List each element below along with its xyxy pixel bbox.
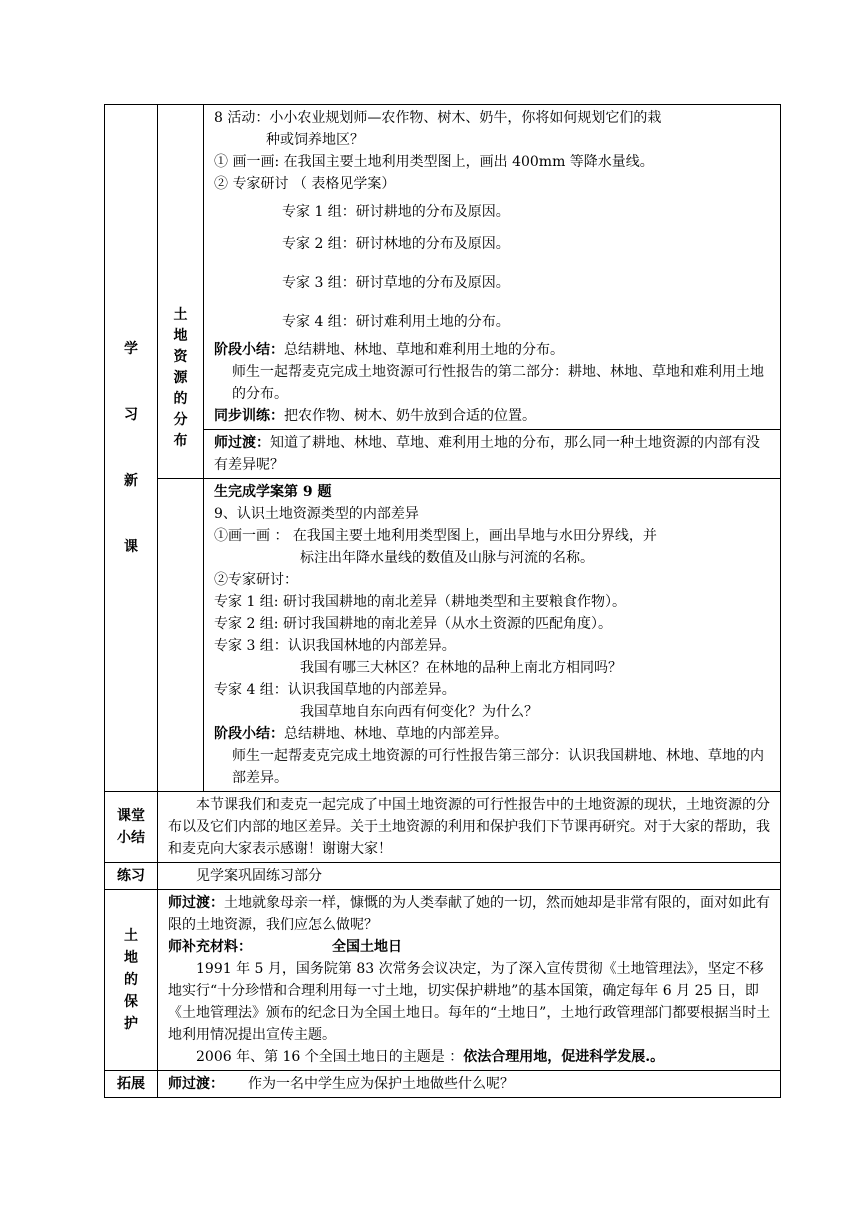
material-text: 1991 年 5 月，国务院第 83 次常务会议决定，为了深入宣传贯彻《土地管理法》，坚定不移地实行“十分珍惜和合理利用每一寸土地，切实保护耕地”的基本国策，确定每年 6 月 25 日，即《土地管理法》颁布的纪念日为全国土地日。每年的“土地日”，土地行政管理部门都要根据当时土地利用情况提出宣传主题。 (168, 961, 771, 1043)
class-summary-cell (158, 792, 781, 863)
activity-8-group4: 专家 4 组：研讨难利用土地的分布。 (282, 314, 510, 330)
transition-text: 土地就象母亲一样，慷慨的为人类奉献了她的一切，然而她却是非常有限的，面对如此有限的土地资源，我们应怎么做呢？ (168, 895, 770, 933)
section-label-land-distribution (158, 105, 204, 479)
activity-9-cell (204, 479, 781, 792)
transition-text: 知道了耕地、林地、草地、难利用土地的分布，那么同一种土地资源的内部有没有差异呢？ (214, 435, 760, 473)
activity-8-practice (214, 405, 772, 427)
row-activity-9 (105, 479, 781, 792)
activity-9-group3-question: 我国有哪三大林区？在林地的品种上南北方相同吗？ (300, 660, 622, 676)
label-char: 源 (173, 370, 188, 386)
activity-9-expert: ②专家研讨： (214, 572, 298, 588)
extension-line (168, 1073, 772, 1095)
transition-label: 师过渡： (168, 895, 224, 911)
summary-label: 阶段小结： (214, 726, 284, 742)
label-char: 布 (173, 433, 188, 449)
theme-text: 依法合理用地，促进科学发展.。 (463, 1049, 665, 1065)
summary-text: 总结耕地、林地、草地和难利用土地的分布。 (284, 342, 564, 358)
label-char: 护 (124, 1016, 138, 1032)
protect-transition (168, 892, 772, 936)
section-label-extension: 拓展 (105, 1071, 158, 1098)
activity-8-summary (214, 339, 772, 361)
label-char: 的 (124, 972, 138, 988)
section-label-learn-new (105, 105, 158, 792)
summary-text: 总结耕地、林地、草地的内部差异。 (284, 726, 508, 742)
activity-8-group2: 专家 2 组：研讨林地的分布及原因。 (282, 236, 510, 252)
section-label-class-summary (105, 792, 158, 863)
activity-9-heading: 生完成学案第 9 题 (214, 484, 332, 500)
label-char: 新 (124, 473, 138, 489)
label-char: 分 (173, 412, 188, 428)
label-char: 学 (124, 341, 138, 357)
row-extension (105, 1071, 781, 1098)
transition-text-block (214, 432, 772, 476)
section-label-practice: 练习 (105, 863, 158, 890)
label-char: 资 (173, 349, 188, 365)
activity-8-report (214, 361, 772, 405)
section-label-land-protection (105, 890, 158, 1071)
transition-label: 师过渡： (214, 435, 270, 451)
material-label: 师补充材料： (168, 939, 252, 955)
activity-9-report (214, 745, 772, 789)
extension-text: 作为一名中学生应为保护土地做些什么呢？ (248, 1076, 514, 1092)
transition-cell (204, 430, 781, 479)
label-char: 的 (173, 391, 188, 407)
practice-text: 见学案巩固练习部分 (196, 868, 322, 884)
label-line: 课堂 (117, 808, 145, 824)
theme-line (168, 1046, 772, 1068)
label-char: 土 (124, 928, 138, 944)
report-text: 师生一起帮麦克完成土地资源的可行性报告第三部分：认识我国耕地、林地、草地的内部差异。 (232, 748, 764, 786)
label-char: 保 (124, 994, 138, 1010)
label-char: 地 (124, 950, 138, 966)
label-char: 课 (124, 539, 138, 555)
activity-8-title-cont: 种或饲养地区？ (266, 132, 364, 148)
activity-9-draw-cont: 标注出年降水量线的数值及山脉与河流的名称。 (300, 550, 594, 566)
label-line: 小结 (117, 830, 145, 846)
row-activity-8 (105, 105, 781, 430)
extension-cell (158, 1071, 781, 1098)
transition-label: 师过渡： (168, 1076, 224, 1092)
row-land-protection (105, 890, 781, 1071)
lesson-plan-table (104, 104, 781, 1098)
activity-8-draw: ① 画一画: 在我国主要土地利用类型图上，画出 400mm 等降水量线。 (214, 154, 654, 170)
summary-label: 阶段小结： (214, 342, 284, 358)
material-heading (168, 936, 772, 958)
activity-8-group3: 专家 3 组：研讨草地的分布及原因。 (282, 275, 510, 291)
practice-text: 把农作物、树木、奶牛放到合适的位置。 (284, 408, 536, 424)
activity-9-group3: 专家 3 组：认识我国林地的内部差异。 (214, 638, 456, 654)
activity-9-summary (214, 723, 772, 745)
label-char: 地 (173, 328, 188, 344)
report-text: 师生一起帮麦克完成土地资源可行性报告的第二部分：耕地、林地、草地和难利用土地的分布。 (232, 364, 764, 402)
empty-sub-label (158, 479, 204, 792)
label-char: 土 (173, 307, 188, 323)
class-summary-text: 本节课我们和麦克一起完成了中国土地资源的可行性报告中的土地资源的现状，土地资源的分布以及它们内部的地区差异。关于土地资源的利用和保护我们下节课再研究。对于大家的帮助，我和麦克向大家表示感谢！谢谢大家！ (168, 797, 770, 857)
activity-9-group4-question: 我国草地自东向西有何变化？为什么？ (300, 704, 538, 720)
row-class-summary (105, 792, 781, 863)
activity-9-group4: 专家 4 组：认识我国草地的内部差异。 (214, 682, 456, 698)
activity-8-group1: 专家 1 组：研讨耕地的分布及原因。 (282, 204, 510, 220)
row-practice (105, 863, 781, 890)
row-transition (105, 430, 781, 479)
activity-8-title: 8 活动：小小农业规划师—农作物、树木、奶牛，你将如何规划它们的栽 (214, 110, 662, 126)
activity-8-cell (204, 105, 781, 430)
practice-cell (158, 863, 781, 890)
activity-8-expert: ② 专家研讨 （ 表格见学案） (214, 176, 396, 192)
material-title: 全国土地日 (332, 939, 402, 955)
label-char: 习 (124, 407, 138, 423)
land-protection-cell (158, 890, 781, 1071)
theme-prefix: 2006 年、第 16 个全国土地日的主题是 ： (196, 1049, 464, 1065)
activity-9-group1: 专家 1 组: 研讨我国耕地的南北差异（耕地类型和主要粮食作物）。 (214, 594, 626, 610)
practice-label: 同步训练： (214, 408, 284, 424)
activity-9-group2: 专家 2 组: 研讨我国耕地的南北差异（从水土资源的匹配角度）。 (214, 616, 612, 632)
activity-9-draw: ①画一画 ： 在我国主要土地利用类型图上，画出旱地与水田分界线，并 (214, 528, 657, 544)
activity-9-title: 9、认识土地资源类型的内部差异 (214, 506, 419, 522)
